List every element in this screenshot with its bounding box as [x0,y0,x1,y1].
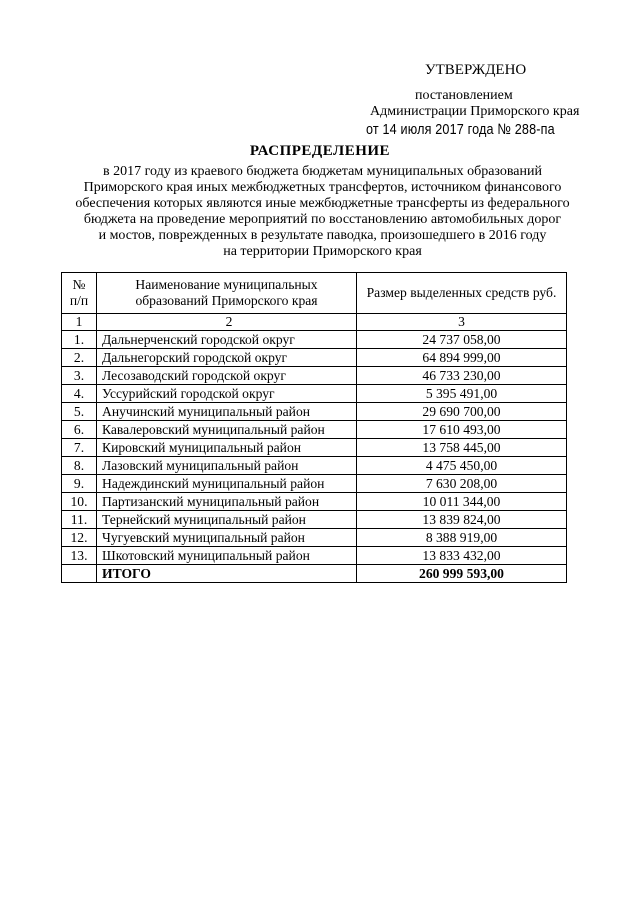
municipality-name-cell: Кировский муниципальный район [97,439,357,457]
distribution-table [61,272,567,583]
total-label: ИТОГО [97,565,357,583]
amount-cell: 7 630 208,00 [357,475,567,493]
row-number-cell: 12. [62,529,97,547]
document-description [70,164,575,259]
column-index-cell: 2 [97,314,357,331]
amount-cell: 13 839 824,00 [357,511,567,529]
amount-cell: 17 610 493,00 [357,421,567,439]
description-line: обеспечения которых являются иные межбюджетные трансферты из федерального [75,195,570,211]
row-number-cell: 8. [62,457,97,475]
decree-date-number: от 14 июля 2017 года № 288-па [366,121,555,138]
header-number-symbol: № [72,277,86,292]
table-row [62,511,567,529]
table-row [62,547,567,565]
municipality-name-cell: Анучинский муниципальный район [97,403,357,421]
municipality-name-cell: Дальнерченский городской округ [97,331,357,349]
amount-cell: 5 395 491,00 [357,385,567,403]
table-row [62,421,567,439]
table-row [62,475,567,493]
amount-cell: 13 758 445,00 [357,439,567,457]
row-number-cell: 6. [62,421,97,439]
decree-label: постановлением [415,88,513,103]
table-row [62,457,567,475]
table-row [62,493,567,511]
description-line: и мостов, поврежденных в результате паводка, произошедшего в 2016 году [98,227,547,243]
amount-cell: 46 733 230,00 [357,367,567,385]
total-amount: 260 999 593,00 [357,565,567,583]
table-row [62,331,567,349]
municipality-name-cell: Дальнегорский городской округ [97,349,357,367]
total-number-cell [62,565,97,583]
document-title: РАСПРЕДЕЛЕНИЕ [249,143,391,159]
row-number-cell: 1. [62,331,97,349]
table-row [62,349,567,367]
municipality-name-cell: Партизанский муниципальный район [97,493,357,511]
amount-cell: 8 388 919,00 [357,529,567,547]
administration-name: Администрации Приморского края [370,104,580,119]
header-name-line1: Наименование муниципальных [135,277,318,292]
row-number-cell: 7. [62,439,97,457]
row-number-cell: 13. [62,547,97,565]
table-row [62,367,567,385]
header-number [62,273,97,314]
row-number-cell: 3. [62,367,97,385]
header-number-abbr: п/п [69,293,89,308]
row-number-cell: 5. [62,403,97,421]
municipality-name-cell: Шкотовский муниципальный район [97,547,357,565]
municipality-name-cell: Лесозаводский городской округ [97,367,357,385]
amount-cell: 4 475 450,00 [357,457,567,475]
municipality-name-cell: Надеждинский муниципальный район [97,475,357,493]
column-index-cell: 3 [357,314,567,331]
table-header-row [62,273,567,314]
municipality-name-cell: Кавалеровский муниципальный район [97,421,357,439]
municipality-name-cell: Лазовский муниципальный район [97,457,357,475]
table-row [62,403,567,421]
description-line: Приморского края иных межбюджетных трансфертов, источником финансового [83,179,562,195]
description-line: бюджета на проведение мероприятий по восстановлению автомобильных дорог [83,211,562,227]
amount-cell: 64 894 999,00 [357,349,567,367]
column-index-cell: 1 [62,314,97,331]
header-name [97,273,357,314]
row-number-cell: 11. [62,511,97,529]
municipality-name-cell: Уссурийский городской округ [97,385,357,403]
row-number-cell: 10. [62,493,97,511]
table-row [62,439,567,457]
amount-cell: 13 833 432,00 [357,547,567,565]
description-line: на территории Приморского края [223,243,422,259]
row-number-cell: 9. [62,475,97,493]
header-name-line2: образований Приморского края [135,293,318,308]
amount-cell: 24 737 058,00 [357,331,567,349]
amount-cell: 29 690 700,00 [357,403,567,421]
total-row [62,565,567,583]
municipality-name-cell: Чугуевский муниципальный район [97,529,357,547]
column-index-row [62,314,567,331]
header-amount: Размер выделенных средств руб. [357,273,567,314]
row-number-cell: 4. [62,385,97,403]
row-number-cell: 2. [62,349,97,367]
approved-stamp-text: УТВЕРЖДЕНО [425,62,527,78]
amount-cell: 10 011 344,00 [357,493,567,511]
table-row [62,385,567,403]
municipality-name-cell: Тернейский муниципальный район [97,511,357,529]
description-line: в 2017 году из краевого бюджета бюджетам муниципальных образований [103,164,542,179]
table-row [62,529,567,547]
